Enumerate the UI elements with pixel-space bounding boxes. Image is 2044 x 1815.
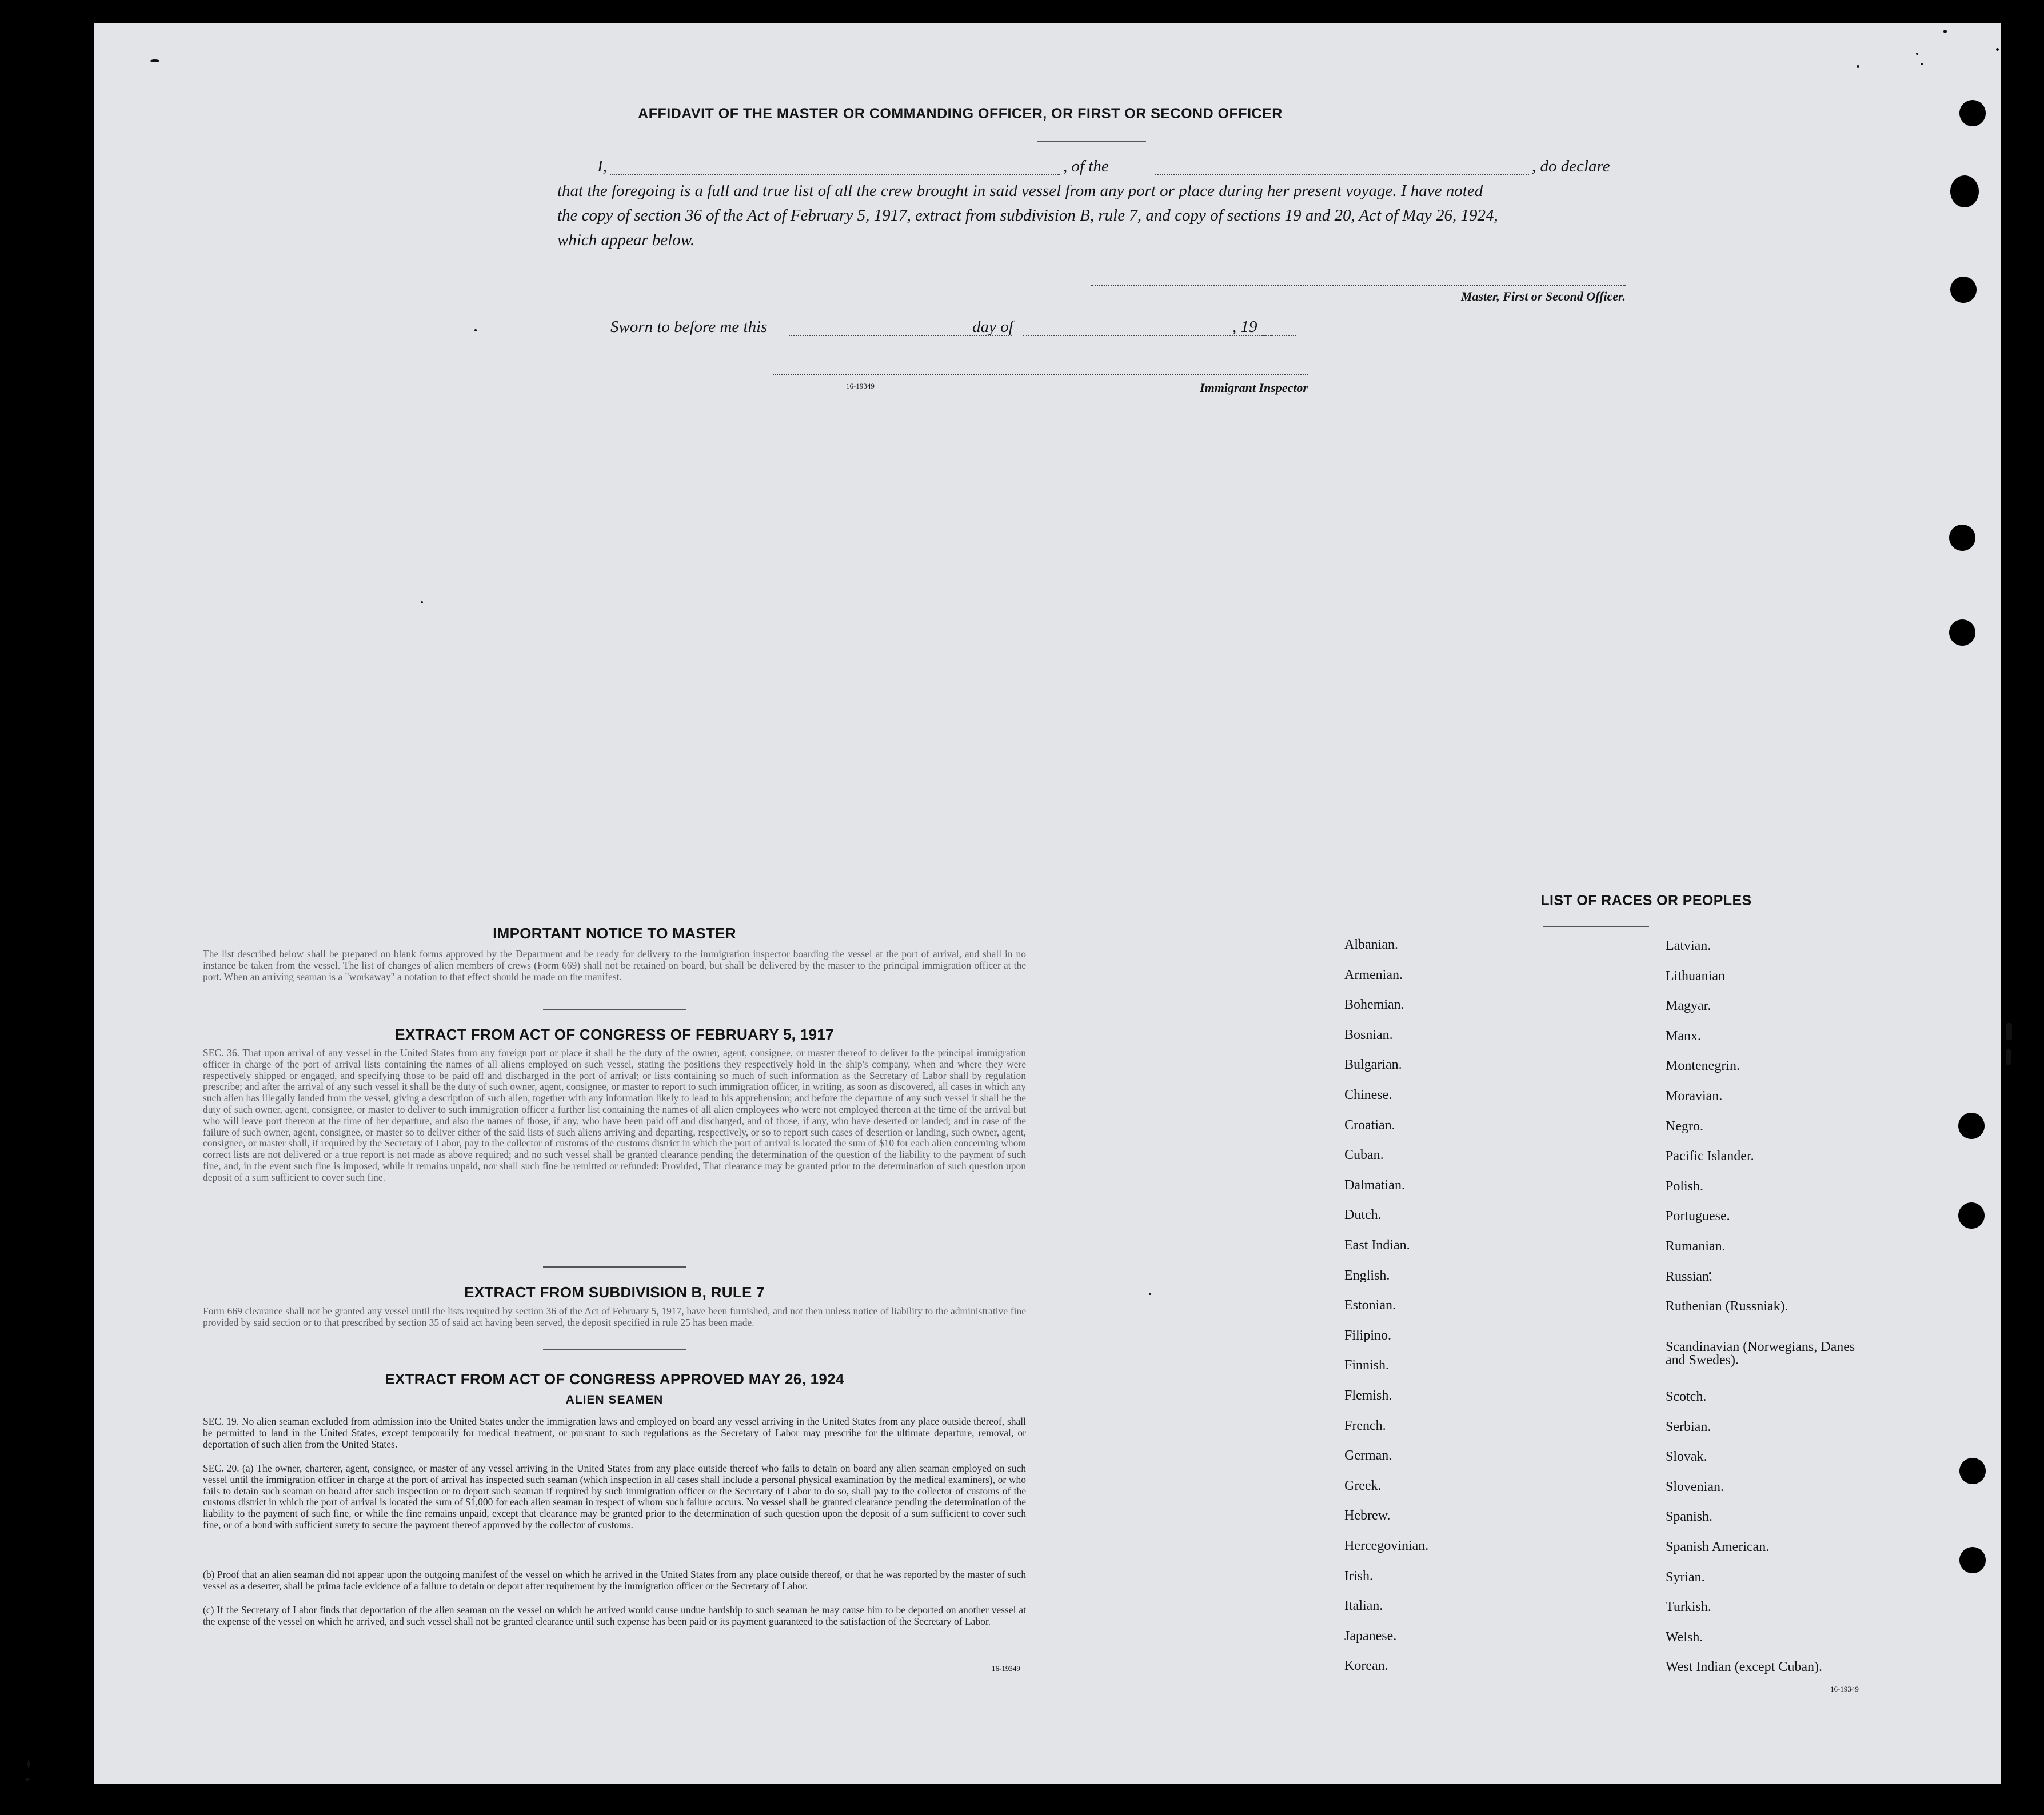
scan-speck — [1857, 65, 1859, 68]
punch-hole — [1950, 175, 1979, 207]
punch-hole — [1949, 619, 1975, 646]
scan-speck — [1916, 53, 1918, 55]
race-item: Finnish. — [1344, 1358, 1390, 1373]
race-item: Scandinavian (Norwegians, Danes and Swedes). — [1666, 1340, 1855, 1368]
i-label: I, — [597, 157, 607, 175]
sworn-label: Sworn to before me this — [610, 318, 768, 336]
scan-speck — [2006, 1049, 2011, 1065]
punch-hole — [1949, 525, 1975, 551]
race-item: Spanish. — [1666, 1509, 1713, 1524]
declaration-line-1 — [557, 154, 1626, 179]
race-item: Chinese. — [1344, 1088, 1392, 1102]
race-item: Pacific Islander. — [1666, 1149, 1754, 1164]
punch-hole — [1950, 277, 1977, 303]
scan-speck — [1149, 1293, 1151, 1295]
scan-speck — [25, 1778, 30, 1781]
race-item: English. — [1344, 1268, 1390, 1283]
section-rule — [543, 1009, 686, 1010]
sec20b-text: (b) Proof that an alien seaman did not appear upon the outgoing manifest of the vessel on which he arrived in the United States from any place outside thereof, or that he was reported by the master of such vessel as a deserter, shall be prima facie evidence of a failure to detain or deport after requirement by the immigration officer or the Secretary of Labor. — [203, 1569, 1026, 1592]
race-item: Filipino. — [1344, 1328, 1392, 1343]
race-item: Hebrew. — [1344, 1508, 1391, 1523]
race-item: Cuban. — [1344, 1148, 1384, 1162]
race-item: Greek. — [1344, 1478, 1382, 1493]
section-rule — [543, 1349, 686, 1350]
punch-hole — [1959, 1547, 1986, 1573]
race-item: Estonian. — [1344, 1298, 1396, 1313]
race-item: Slovak. — [1666, 1449, 1707, 1464]
race-item: German. — [1344, 1448, 1392, 1463]
race-item: Turkish. — [1666, 1600, 1711, 1614]
race-item: Irish. — [1344, 1569, 1373, 1584]
signature-label: Master, First or Second Officer. — [1460, 289, 1626, 303]
signature-line — [1091, 285, 1626, 286]
alien-seamen-subtitle: ALIEN SEAMEN — [565, 1393, 664, 1406]
race-item: Croatian. — [1344, 1118, 1395, 1133]
declaration-line-2: that the foregoing is a full and true list of all the crew brought in said vessel from any port or place during her present voyage. I have noted — [557, 182, 1483, 200]
year-label: , 19 — [1232, 318, 1257, 336]
race-item: Portuguese. — [1666, 1209, 1730, 1224]
race-item: Polish. — [1666, 1179, 1704, 1194]
race-item: Albanian. — [1344, 937, 1398, 952]
notice-title: IMPORTANT NOTICE TO MASTER — [493, 925, 736, 942]
inspector-line — [773, 374, 1308, 375]
race-item: Dutch. — [1344, 1208, 1382, 1222]
scan-speck — [2006, 1023, 2012, 1040]
scan-speck — [150, 59, 159, 62]
race-item: Italian. — [1344, 1598, 1383, 1613]
race-item: East Indian. — [1344, 1238, 1410, 1253]
race-item: Negro. — [1666, 1119, 1703, 1134]
declaration-line-4: which appear below. — [557, 231, 695, 249]
of-the-label: , of the — [1063, 157, 1109, 175]
sec20a-text: SEC. 20. (a) The owner, charterer, agent, consignee, or master of any vessel arriving in the United States from any place outside thereof who fails to detain on board any alien seaman employed on such vessel until the immigration officer in charge at the port of arrival has inspected such seaman (which inspection in all cases shall include a personal physical examination by the medical examiners), or who fails to detain such seaman on board after such inspection or to deport such seaman if required by such immigration officer or the Secretary of Labor to do so, shall pay to the collector of customs of the customs district in which the port of arrival is located the sum of $1,000 for each alien seaman in respect of whom such failure occurs. No vessel shall be granted clearance pending the determination of the liability to the payment of such fine, or while the fine remains unpaid, except that clearance may be granted prior to the determination of such question upon the deposit of a sum sufficient to cover such fine, or of a bond with sufficient surety to secure the payment thereof approved by the collector of customs. — [203, 1462, 1026, 1530]
rule7-text: Form 669 clearance shall not be granted any vessel until the lists required by section 36 of the Act of February 5, 1917, have been furnished, and not then unless notice of liability to the administrative fine provided by said section or to that prescribed by section 35 of said act having been served, the deposit specified in rule 25 has been made. — [203, 1305, 1026, 1328]
scan-speck — [421, 601, 423, 603]
race-item: Flemish. — [1344, 1388, 1392, 1403]
do-declare-label: , do declare — [1532, 157, 1610, 175]
form-number: 16-19349 — [992, 1664, 1020, 1673]
section-rule — [543, 1266, 686, 1268]
race-item: Bohemian. — [1344, 997, 1404, 1012]
form-number: 16-19349 — [846, 382, 875, 390]
punch-hole — [1958, 1202, 1985, 1229]
scan-speck — [1921, 63, 1923, 65]
form-number: 16-19349 — [1830, 1685, 1859, 1693]
race-item: Latvian. — [1666, 938, 1711, 953]
race-item: Spanish American. — [1666, 1540, 1770, 1554]
race-item: Armenian. — [1344, 968, 1403, 982]
race-item: Hercegovinian. — [1344, 1538, 1429, 1553]
scan-speck — [27, 1760, 30, 1768]
race-item: Manx. — [1666, 1029, 1701, 1044]
punch-hole — [1959, 100, 1986, 126]
sworn-line — [610, 318, 1319, 341]
race-item: French. — [1344, 1418, 1386, 1433]
notice-text: The list described below shall be prepared on blank forms approved by the Department and be ready for delivery to the immigration inspector boarding the vessel at the port of arrival, and shall in no instance be taken from the vessel. The list of changes of alien members of crews (Form 669) shall not be retained on board, but shall be delivered by the master to the principal immigration officer at the port. When an arriving seaman is a "workaway" a notation to that effect should be made on the manifest. — [203, 948, 1026, 982]
race-item: Montenegrin. — [1666, 1058, 1740, 1073]
race-item: Serbian. — [1666, 1420, 1711, 1434]
race-item: Bosnian. — [1344, 1028, 1393, 1042]
vessel-field-line — [1155, 174, 1529, 175]
race-item: Scotch. — [1666, 1389, 1707, 1404]
punch-hole — [1959, 1458, 1986, 1484]
affidavit-title: AFFIDAVIT OF THE MASTER OR COMMANDING OFFICER, OR FIRST OR SECOND OFFICER — [638, 106, 1283, 122]
races-title-rule — [1543, 926, 1649, 927]
race-item: Ruthenian (Russniak). — [1666, 1299, 1788, 1314]
race-item: Bulgarian. — [1344, 1057, 1402, 1072]
race-item: Syrian. — [1666, 1570, 1705, 1585]
affidavit-body — [557, 154, 1626, 253]
sec19-text: SEC. 19. No alien seaman excluded from admission into the United States under the immigration laws and employed on board any vessel arriving in the United States from any place outside thereof, shall be permitted to land in the United States, except temporarily for medical treatment, or pursuant to such regulations as the Secretary of Labor may prescribe for the ultimate departure, removal, or deportation of such alien from the United States. — [203, 1416, 1026, 1450]
scan-speck — [1943, 30, 1947, 33]
race-item: Dalmatian. — [1344, 1178, 1405, 1193]
extract-1917-title: EXTRACT FROM ACT OF CONGRESS OF FEBRUARY 5, 1917 — [395, 1026, 834, 1043]
title-rule — [1037, 141, 1146, 142]
race-item: Rumanian. — [1666, 1239, 1726, 1254]
race-item: Welsh. — [1666, 1630, 1703, 1645]
year-field-line — [1263, 335, 1296, 336]
rule7-title: EXTRACT FROM SUBDIVISION B, RULE 7 — [464, 1284, 765, 1301]
race-item: Korean. — [1344, 1658, 1388, 1673]
races-title: LIST OF RACES OR PEOPLES — [1540, 893, 1752, 909]
sec20c-text: (c) If the Secretary of Labor finds that deportation of the alien seaman on the vessel on which he arrived would cause undue hardship to such seaman he may cause him to be deported on another vessel at the expense of the vessel on which he arrived, and such vessel shall not be granted clearance until such expense has been paid or its payment guaranteed to the satisfaction of the Secretary of Labor. — [203, 1604, 1026, 1627]
name-field-line — [610, 174, 1060, 175]
inspector-label: Immigrant Inspector — [1200, 381, 1308, 395]
race-item: Japanese. — [1344, 1629, 1397, 1644]
race-item: Magyar. — [1666, 998, 1711, 1013]
day-of-label: day of — [972, 318, 1013, 336]
extract-1924-title: EXTRACT FROM ACT OF CONGRESS APPROVED MAY 26, 1924 — [385, 1370, 844, 1388]
race-item: Russian. — [1666, 1269, 1713, 1284]
extract-1917-text: SEC. 36. That upon arrival of any vessel in the United States from any foreign port or place it shall be the duty of the owner, agent, consignee, or master thereof to deliver to the principal immigration officer in charge of the port of arrival lists containing the names of all aliens employed on such vessel, stating the positions they respectively hold in the ship's company, when and where they were respectively shipped or engaged, and specifying those to be paid off and discharged in the port of arrival; or lists containing so much of such information as the Secretary of Labor shall by regulation prescribe; and after the arrival of any such vessel it shall be the duty of such owner, agent, consignee, or master to report to such immigration officer, in writing, as soon as discovered, all cases in which any such alien has illegally landed from the vessel, giving a description of such alien, together with any information likely to lead to his apprehension; and before the departure of any such vessel it shall be the duty of such owner, agent, consignee, or master to deliver to such immigration officer a further list containing the names of all alien employees who were not employed thereon at the time of the arrival but who will leave port thereon at the time of her departure, and also the names of those, if any, who have been paid off and discharged, and of those, if any, who have deserted or landed; and in case of the failure of such owner, agent, consignee, or master so to deliver either of the said lists of such aliens arriving and departing, respectively, or so to report such cases of desertion or landing, such owner, agent, consignee, or master shall, if required by the Secretary of Labor, pay to the collector of customs of the customs district in which the port of arrival is located the sum of $10 for each alien concerning whom correct lists are not delivered or a true report is not made as above required; and no such vessel shall be granted clearance pending the determination of the question of the liability to the payment of such fine, and, in the event such fine is imposed, while it remains unpaid, nor shall such fine be remitted or refunded: Provided, That clearance may be granted prior to the determination of such question upon deposit of a sum sufficient to cover such fine. — [203, 1047, 1026, 1183]
race-item: West Indian (except Cuban). — [1666, 1660, 1822, 1674]
race-item: Moravian. — [1666, 1089, 1723, 1104]
declaration-line-3: the copy of section 36 of the Act of February 5, 1917, extract from subdivision B, rule 7, and copy of sections 19 and 20, Act of May 26, 1924, — [557, 206, 1498, 225]
scan-speck — [474, 329, 477, 331]
race-item: Slovenian. — [1666, 1480, 1724, 1494]
punch-hole — [1958, 1113, 1985, 1139]
race-item: Lithuanian — [1666, 969, 1725, 984]
scan-speck — [1996, 48, 1999, 51]
